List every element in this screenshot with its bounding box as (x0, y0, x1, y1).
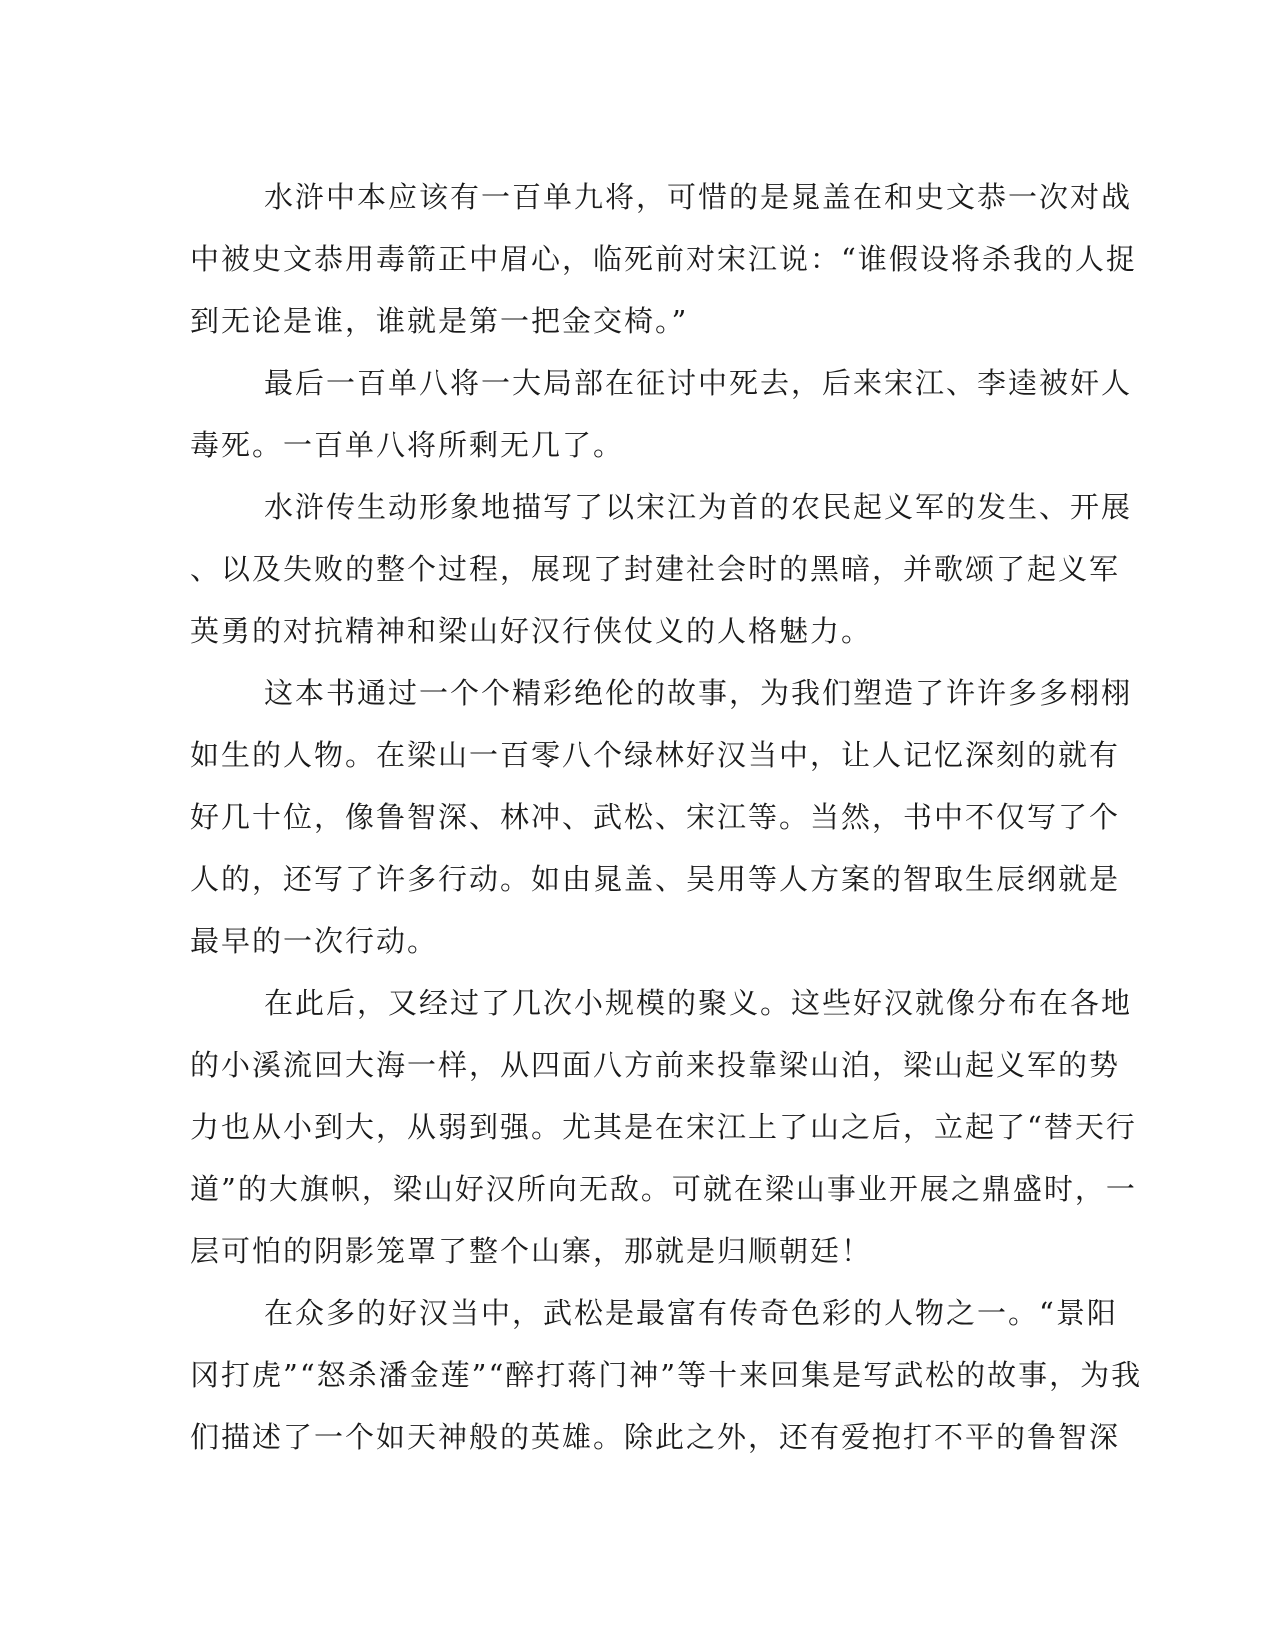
paragraph (190, 1282, 1143, 1468)
paragraph-line: 人的，还写了许多行动。如由晁盖、吴用等人方案的智取生辰纲就是 (190, 862, 1121, 896)
paragraph-line: 、以及失败的整个过程，展现了封建社会时的黑暗，并歌颂了起义军 (190, 552, 1121, 586)
paragraph-line: 毒死。一百单八将所剩无几了。 (190, 428, 625, 462)
paragraph-line: 好几十位，像鲁智深、林冲、武松、宋江等。当然，书中不仅写了个 (190, 800, 1121, 834)
paragraph-line: 在此后，又经过了几次小规模的聚义。这些好汉就像分布在各地 (264, 986, 1133, 1020)
paragraph-line: 中被史文恭用毒箭正中眉心，临死前对宋江说：“谁假设将杀我的人捉 (190, 242, 1137, 276)
paragraph-line: 水浒传生动形象地描写了以宋江为首的农民起义军的发生、开展 (264, 490, 1133, 524)
paragraph-line: 最早的一次行动。 (190, 924, 439, 958)
paragraph-line: 水浒中本应该有一百单九将，可惜的是晁盖在和史文恭一次对战 (264, 180, 1133, 214)
paragraph-line: 这本书通过一个个精彩绝伦的故事，为我们塑造了许许多多栩栩 (264, 676, 1133, 710)
paragraph-line: 的小溪流回大海一样，从四面八方前来投靠梁山泊，梁山起义军的势 (190, 1048, 1121, 1082)
paragraph-line: 层可怕的阴影笼罩了整个山寨，那就是归顺朝廷！ (190, 1234, 873, 1268)
paragraph-line: 冈打虎”“怒杀潘金莲”“醉打蒋门神”等十来回集是写武松的故事，为我 (190, 1358, 1143, 1392)
paragraph (190, 166, 1137, 352)
paragraph-line: 到无论是谁，谁就是第一把金交椅。” (190, 304, 689, 338)
paragraph-line: 如生的人物。在梁山一百零八个绿林好汉当中，让人记忆深刻的就有 (190, 738, 1121, 772)
paragraph-line: 道”的大旗帜，梁山好汉所向无敌。可就在梁山事业开展之鼎盛时，一 (190, 1172, 1137, 1206)
paragraph-line: 英勇的对抗精神和梁山好汉行侠仗义的人格魅力。 (190, 614, 873, 648)
paragraph (190, 476, 1133, 662)
paragraph (190, 662, 1133, 972)
paragraph-line: 们描述了一个如天神般的英雄。除此之外，还有爱抱打不平的鲁智深 (190, 1420, 1121, 1454)
paragraph (190, 352, 1133, 476)
paragraph-line: 力也从小到大，从弱到强。尤其是在宋江上了山之后，立起了“替天行 (190, 1110, 1137, 1144)
paragraph-line: 在众多的好汉当中，武松是最富有传奇色彩的人物之一。“景阳 (264, 1296, 1118, 1330)
document-body (190, 166, 1143, 1468)
paragraph-line: 最后一百单八将一大局部在征讨中死去，后来宋江、李逵被奸人 (264, 366, 1133, 400)
paragraph (190, 972, 1137, 1282)
